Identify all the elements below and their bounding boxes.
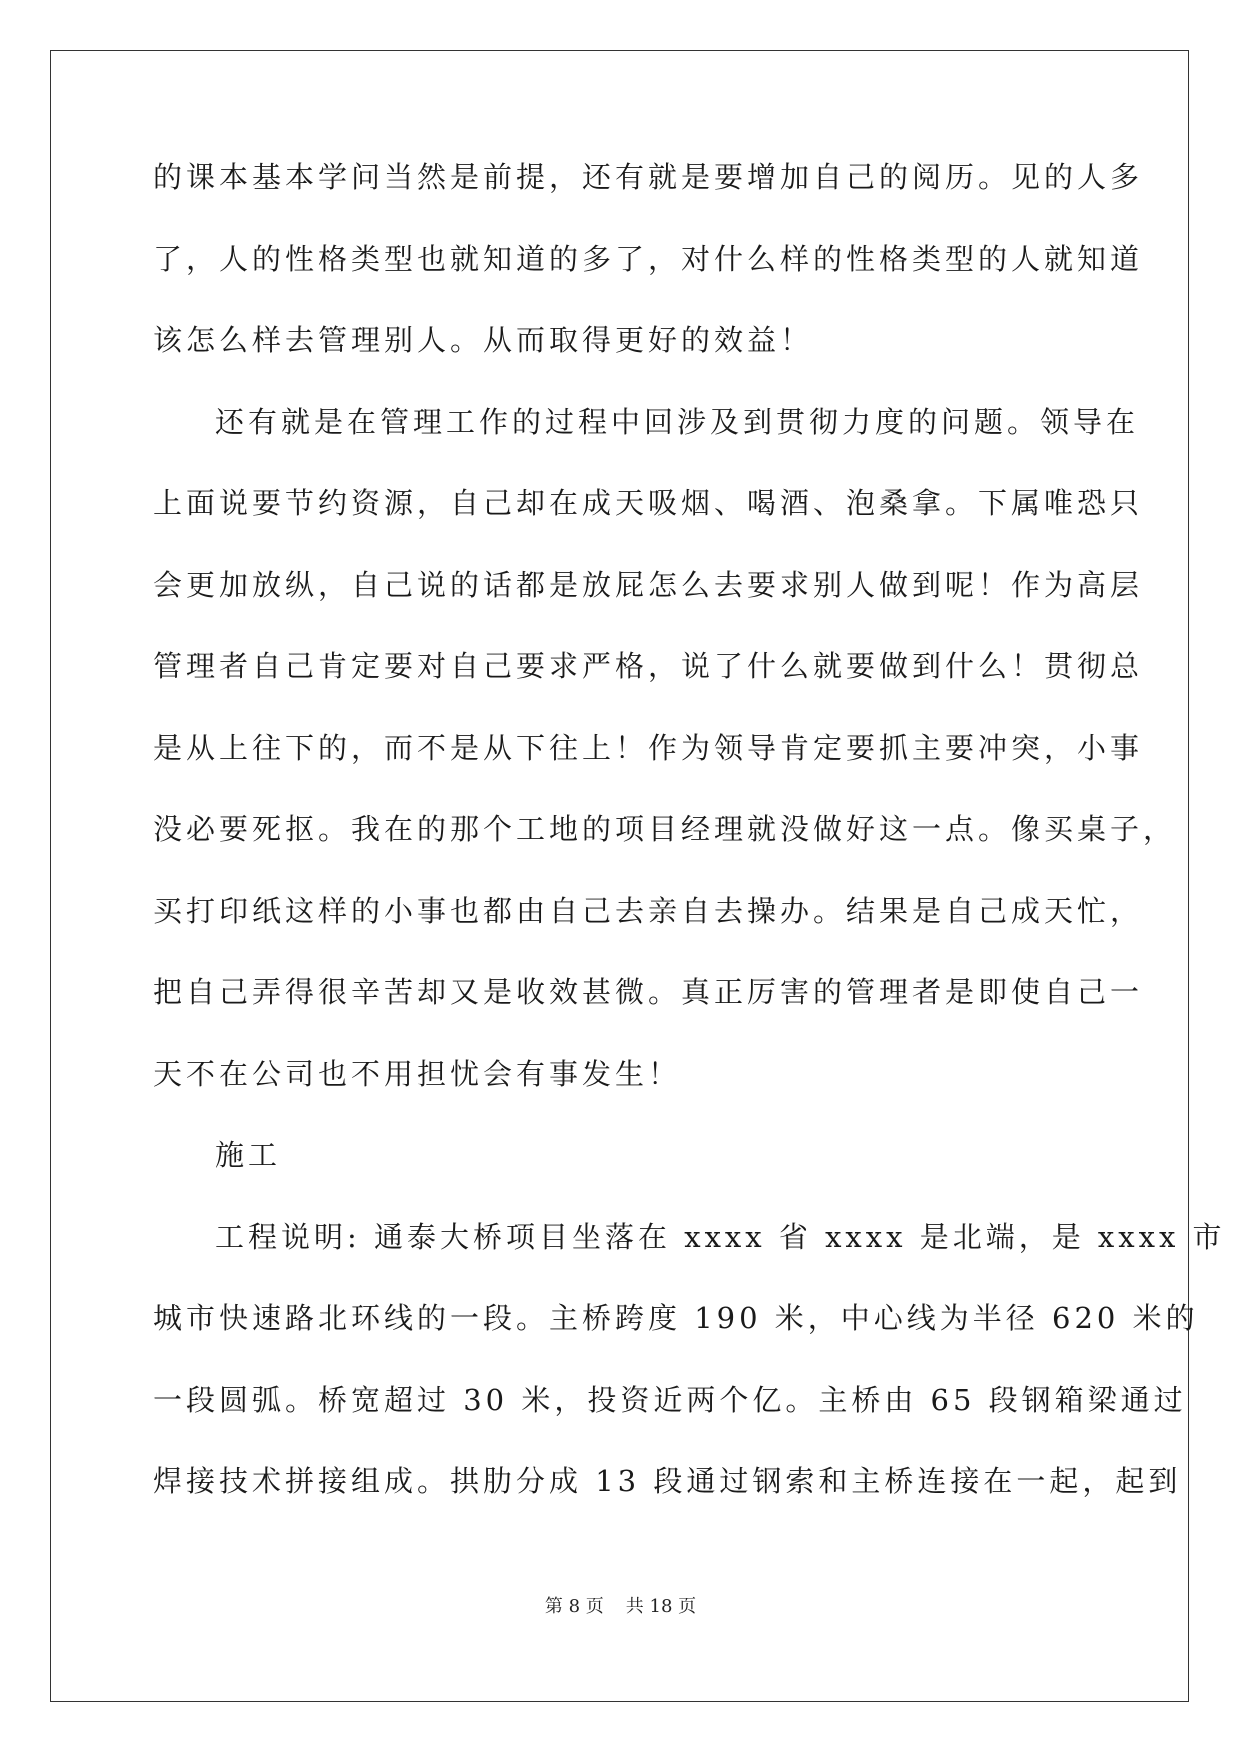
text-line: 天不在公司也不用担忧会有事发生！ [153, 1056, 682, 1091]
text-line: 工程说明: 通泰大桥项目坐落在 xxxx 省 xxxx 是北端，是 xxxx 市 [215, 1219, 1226, 1254]
text-line: 上面说要节约资源，自己却在成天吸烟、喝酒、泡桑拿。下属唯恐只 [153, 486, 1144, 520]
text-line: 会更加放纵，自己说的话都是放屁怎么去要求别人做到呢！作为高层 [153, 567, 1144, 602]
document-body [153, 152, 1226, 1538]
page-number: 第 8 页 [544, 1596, 604, 1617]
text-line: 焊接技术拼接组成。拱肋分成 13 段通过钢索和主桥连接在一起，起到 [153, 1464, 1182, 1498]
text-line: 管理者自己肯定要对自己要求严格，说了什么就要做到什么！贯彻总 [153, 649, 1144, 683]
text-line: 了，人的性格类型也就知道的多了，对什么样的性格类型的人就知道 [153, 241, 1144, 276]
text-line: 买打印纸这样的小事也都由自己去亲自去操办。结果是自己成天忙， [153, 893, 1144, 928]
text-line: 一段圆弧。桥宽超过 30 米，投资近两个亿。主桥由 65 段钢箱梁通过 [153, 1382, 1187, 1417]
text-line: 城市快速路北环线的一段。主桥跨度 190 米，中心线为半径 620 米的 [153, 1301, 1199, 1335]
text-line: 还有就是在管理工作的过程中回涉及到贯彻力度的问题。领导在 [215, 404, 1140, 439]
section-heading: 施工 [215, 1138, 282, 1172]
text-line: 把自己弄得很辛苦却又是收效甚微。真正厉害的管理者是即使自己一 [153, 975, 1144, 1009]
text-line: 是从上往下的，而不是从下往上！作为领导肯定要抓主要冲突，小事 [153, 730, 1144, 765]
text-line: 该怎么样去管理别人。从而取得更好的效益！ [153, 323, 814, 357]
text-line: 没必要死抠。我在的那个工地的项目经理就没做好这一点。像买桌子， [153, 812, 1177, 846]
text-line: 的课本基本学问当然是前提，还有就是要增加自己的阅历。见的人多 [153, 160, 1144, 194]
page-total: 共 18 页 [625, 1596, 697, 1617]
page-footer [0, 1592, 1241, 1618]
